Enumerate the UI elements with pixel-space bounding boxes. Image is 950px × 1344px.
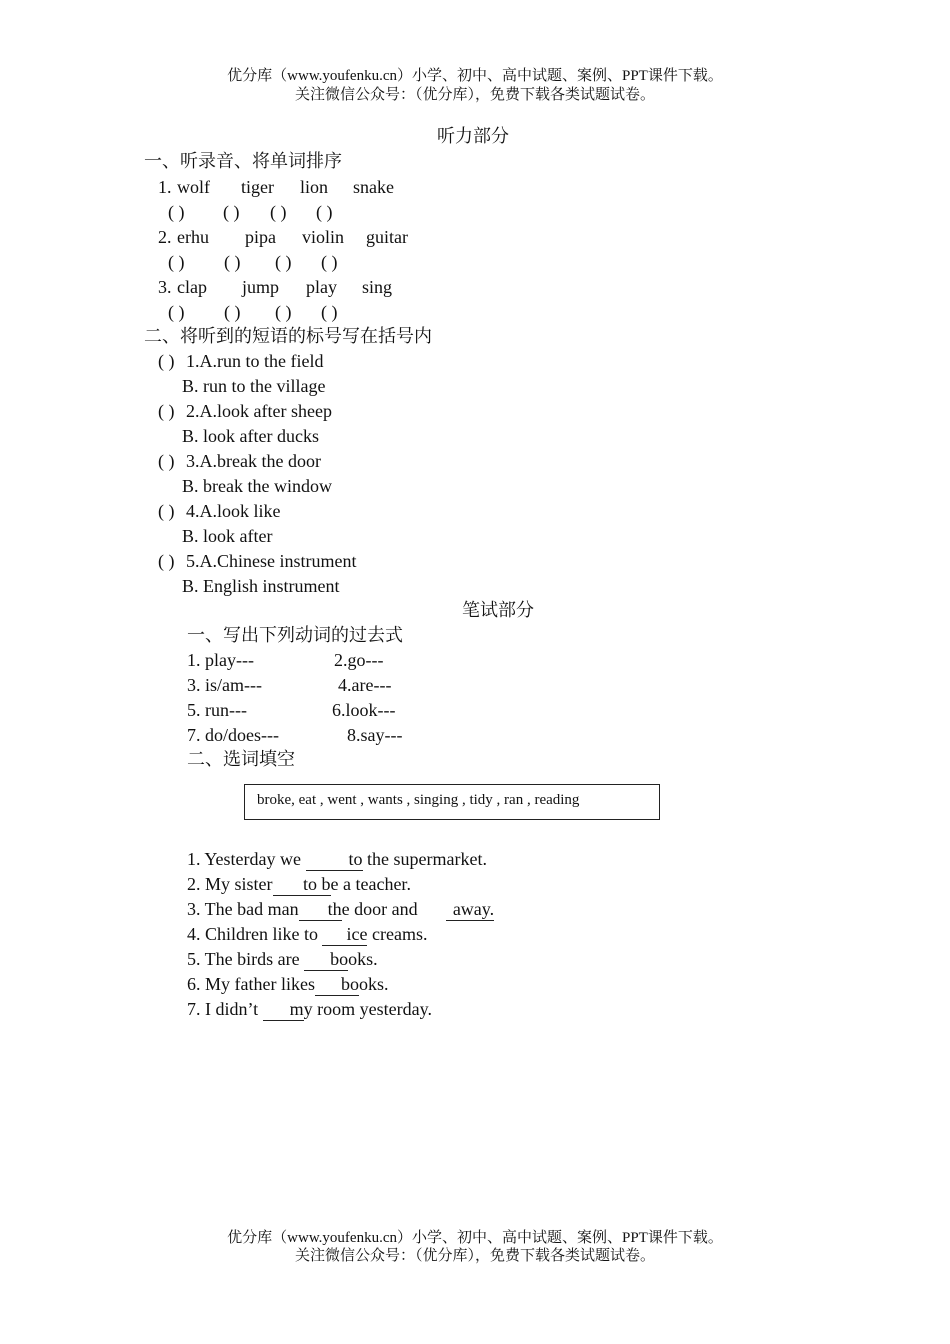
- phrase-item-1: [0, 350, 950, 372]
- word-bank-text: broke, eat , went , wants , singing , tidy , ran , reading: [257, 792, 580, 808]
- answer-blank[interactable]: [299, 898, 342, 921]
- verb-item: 8.say---: [347, 725, 403, 745]
- listening-section2-heading: 二、将听到的短语的标号写在括号内: [144, 326, 432, 346]
- phrase-item-5: [0, 550, 950, 572]
- answer-bracket: ( ): [158, 451, 175, 471]
- sentence-text: oks.: [358, 974, 389, 994]
- written-section1-heading: 一、写出下列动词的过去式: [187, 625, 403, 645]
- answer-bracket: ( ): [158, 501, 175, 521]
- word-bank-box: [244, 784, 660, 820]
- word: wolf: [177, 177, 210, 197]
- answer-bracket: ( ): [158, 351, 175, 371]
- sentence-text: e door and: [341, 899, 423, 919]
- sentence-text: e a teacher.: [330, 874, 411, 894]
- answer-bracket: ( ): [223, 202, 240, 222]
- word: sing: [362, 277, 393, 297]
- phrase-item-2: [0, 400, 950, 422]
- sentence-3: [187, 898, 494, 921]
- written-section2-heading: 二、选词填空: [187, 749, 295, 769]
- sentence-4: [187, 923, 427, 946]
- word: violin: [302, 227, 345, 247]
- sentence-text: 2. My sister: [187, 874, 273, 894]
- word-group-1: [0, 176, 950, 198]
- verb-item: 6.look---: [332, 700, 396, 720]
- blank-text: ice: [346, 924, 368, 944]
- answer-bracket: ( ): [158, 401, 175, 421]
- word: lion: [300, 177, 329, 197]
- answer-blank[interactable]: [315, 973, 359, 996]
- option-a: 5.A.Chinese instrument: [186, 551, 357, 571]
- verb-item: 5. run---: [187, 700, 247, 720]
- sentence-text: oks.: [348, 949, 378, 969]
- word: snake: [353, 177, 394, 197]
- sentence-text: 5. The birds are: [187, 949, 305, 969]
- blank-text: bo: [340, 974, 359, 994]
- blank-text: bo: [330, 949, 349, 969]
- option-b: B. English instrument: [182, 576, 340, 596]
- answer-blank[interactable]: [306, 848, 363, 871]
- verb-row-2: [0, 674, 950, 696]
- written-title: 笔试部分: [462, 600, 534, 620]
- option-a: 3.A.break the door: [186, 451, 321, 471]
- answer-bracket: ( ): [321, 252, 338, 272]
- group-number: 3.: [158, 277, 172, 297]
- sentence-text: 3. The bad man: [187, 899, 299, 919]
- sentence-text: creams.: [367, 924, 428, 944]
- option-b: B. look after: [182, 526, 273, 546]
- sentence-text: the supermarket.: [362, 849, 487, 869]
- footer-line-1: 优分库（www.youfenku.cn）小学、初中、高中试题、案例、PPT课件下载。: [227, 1230, 723, 1246]
- answer-blank[interactable]: [273, 873, 331, 896]
- answer-blank[interactable]: [304, 948, 348, 971]
- bracket-row-3: [0, 301, 950, 323]
- sentence-text: 4. Children like to: [187, 924, 323, 944]
- word: jump: [242, 277, 280, 297]
- option-b: B. look after ducks: [182, 426, 319, 446]
- sentence-6: [187, 973, 388, 996]
- verb-item: 4.are---: [338, 675, 392, 695]
- sentence-text: 1. Yesterday we: [187, 849, 306, 869]
- word: erhu: [177, 227, 209, 247]
- sentence-2: [187, 873, 411, 896]
- word: clap: [177, 277, 207, 297]
- word: play: [306, 277, 337, 297]
- sentence-text: y room yesterday.: [303, 999, 432, 1019]
- blank-text: to: [348, 849, 363, 869]
- header-line-1: 优分库（www.youfenku.cn）小学、初中、高中试题、案例、PPT课件下载。: [227, 68, 723, 84]
- group-number: 2.: [158, 227, 172, 247]
- verb-item: 7. do/does---: [187, 725, 279, 745]
- phrase-item-3: [0, 450, 950, 472]
- answer-bracket: ( ): [168, 302, 185, 322]
- option-b: B. run to the village: [182, 376, 326, 396]
- word: tiger: [241, 177, 274, 197]
- verb-row-3: [0, 699, 950, 721]
- group-number: 1.: [158, 177, 172, 197]
- word: guitar: [366, 227, 408, 247]
- verb-item: 2.go---: [334, 650, 384, 670]
- word-group-2: [0, 226, 950, 248]
- listening-title: 听力部分: [437, 126, 509, 146]
- verb-item: 3. is/am---: [187, 675, 262, 695]
- option-a: 2.A.look after sheep: [186, 401, 332, 421]
- answer-bracket: ( ): [168, 202, 185, 222]
- sentence-text: 7. I didn’t: [187, 999, 263, 1019]
- sentence-5: [187, 948, 378, 971]
- phrase-item-4: [0, 500, 950, 522]
- option-b: B. break the window: [182, 476, 332, 496]
- answer-bracket: ( ): [275, 252, 292, 272]
- listening-section1-heading: 一、听录音、将单词排序: [144, 151, 342, 171]
- sentence-7: [187, 998, 432, 1021]
- answer-bracket: ( ): [158, 551, 175, 571]
- answer-blank-2[interactable]: [446, 898, 494, 921]
- sentence-1: [187, 848, 487, 871]
- bracket-row-1: [0, 201, 950, 223]
- answer-bracket: ( ): [168, 252, 185, 272]
- option-a: 4.A.look like: [186, 501, 281, 521]
- sentence-text: 6. My father likes: [187, 974, 315, 994]
- word: pipa: [245, 227, 276, 247]
- verb-row-4: [0, 724, 950, 746]
- verb-item: 1. play---: [187, 650, 254, 670]
- answer-blank[interactable]: [263, 998, 304, 1021]
- option-a: 1.A.run to the field: [186, 351, 324, 371]
- word-group-3: [0, 276, 950, 298]
- answer-bracket: ( ): [321, 302, 338, 322]
- header-line-2: 关注微信公众号：（优分库），免费下载各类试题试卷。: [294, 87, 655, 103]
- blank-text: to b: [302, 874, 331, 894]
- answer-bracket: ( ): [275, 302, 292, 322]
- bracket-row-2: [0, 251, 950, 273]
- answer-bracket: ( ): [270, 202, 287, 222]
- blank-text: m: [289, 999, 304, 1019]
- answer-bracket: ( ): [224, 302, 241, 322]
- answer-bracket: ( ): [224, 252, 241, 272]
- footer-line-2: 关注微信公众号：（优分库），免费下载各类试题试卷。: [294, 1248, 655, 1264]
- blank-text: away.: [452, 899, 495, 919]
- answer-bracket: ( ): [316, 202, 333, 222]
- answer-blank[interactable]: [322, 923, 367, 946]
- verb-row-1: [0, 649, 950, 671]
- blank-text: th: [327, 899, 342, 919]
